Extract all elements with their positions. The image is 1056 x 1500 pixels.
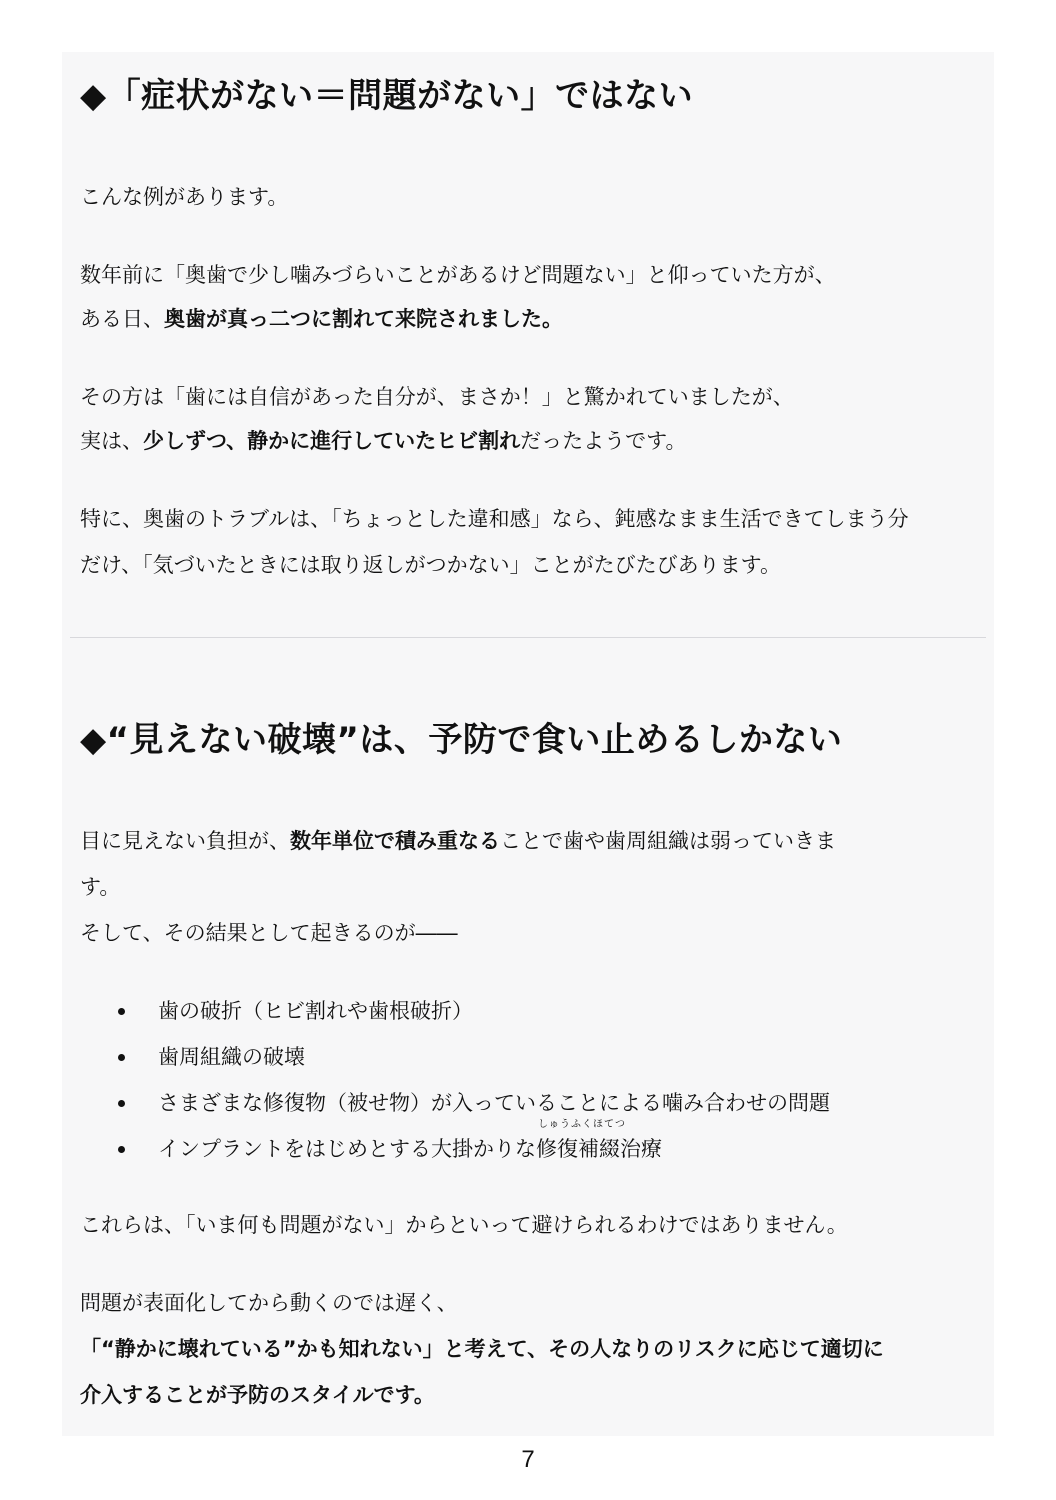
section2-p3-line3-bold: 介入することが予防のスタイルです。 xyxy=(80,1383,435,1407)
section1-p3-line2-pre: 実は、 xyxy=(80,429,143,453)
bullet-dot-icon xyxy=(118,1008,125,1015)
list-item-text-post: 治療 xyxy=(620,1137,662,1161)
section2-p3-line3 xyxy=(80,1372,435,1418)
section1-p2-line1: 数年前に「奥歯で少し噛みづらいことがあるけど問題ない」と仰っていた方が、 xyxy=(80,263,836,287)
consequence-list xyxy=(80,988,830,1172)
section2-p1-line1-pre: 目に見えない負担が、 xyxy=(80,829,290,853)
list-item-text: 歯の破折（ヒビ割れや歯根破折） xyxy=(158,999,473,1023)
section2-p1-line3: そして、その結果として起きるのが―― xyxy=(80,921,458,945)
section1-p3-line2 xyxy=(80,418,687,464)
section2-p1-line1-post: ことで歯や歯周組織は弱っていきま xyxy=(500,829,836,853)
ruby-word xyxy=(536,1119,626,1172)
list-item xyxy=(80,1119,830,1172)
section1-p2-line2-bold: 奥歯が真っ二つに割れて来院されました。 xyxy=(164,307,563,331)
section1-p3-line2-post: だったようです。 xyxy=(520,429,687,453)
section2-heading: ◆“見えない破壊”は、予防で食い止めるしかない xyxy=(80,720,843,760)
bullet-dot-icon xyxy=(118,1100,125,1107)
section1-heading: ◆「症状がない＝問題がない」ではない xyxy=(80,76,694,116)
section1-p3-line1: その方は「歯には自信があった自分が、まさか！」と驚かれていましたが、 xyxy=(80,385,794,409)
list-item-text: さまざまな修復物（被せ物）が入っていることによる噛み合わせの問題 xyxy=(158,1091,830,1115)
section1-p3-line2-bold: 少しずつ、静かに進行していたヒビ割れ xyxy=(143,429,521,453)
section2-p2: これらは、「いま何も問題がない」からといって避けられるわけではありません。 xyxy=(80,1213,848,1237)
section2-p1-line1-bold: 数年単位で積み重なる xyxy=(290,829,500,853)
section1-p4-line1: 特に、奥歯のトラブルは、「ちょっとした違和感」なら、鈍感なまま生活できてしまう分 xyxy=(80,507,909,531)
ruby-reading: しゅうふくほてつ xyxy=(538,1119,626,1130)
section2-p3-line2-bold: 「“静かに壊れている”かも知れない」と考えて、その人なりのリスクに応じて適切に xyxy=(80,1337,884,1361)
page-number: 7 xyxy=(521,1446,535,1473)
section1-p2-line2 xyxy=(80,296,563,342)
ruby-base: 修復補綴 xyxy=(536,1137,620,1161)
list-item-text-pre: インプラントをはじめとする大掛かりな xyxy=(158,1137,536,1161)
section1-intro: こんな例があります。 xyxy=(80,185,289,209)
section2-p3-line2 xyxy=(80,1326,884,1372)
list-item xyxy=(80,988,830,1034)
section-divider xyxy=(70,637,986,638)
section1-p2-line2-pre: ある日、 xyxy=(80,307,164,331)
section2-p1-line2: す。 xyxy=(80,875,121,899)
section2-p3-line1: 問題が表面化してから動くのでは遅く、 xyxy=(80,1291,458,1315)
list-item-text: 歯周組織の破壊 xyxy=(158,1045,305,1069)
list-item xyxy=(80,1034,830,1080)
section2-p1-line1 xyxy=(80,818,836,864)
bullet-dot-icon xyxy=(118,1146,125,1153)
bullet-dot-icon xyxy=(118,1054,125,1061)
list-item xyxy=(80,1080,830,1126)
section1-p4-line2: だけ、「気づいたときには取り返しがつかない」ことがたびたびあります。 xyxy=(80,553,781,577)
